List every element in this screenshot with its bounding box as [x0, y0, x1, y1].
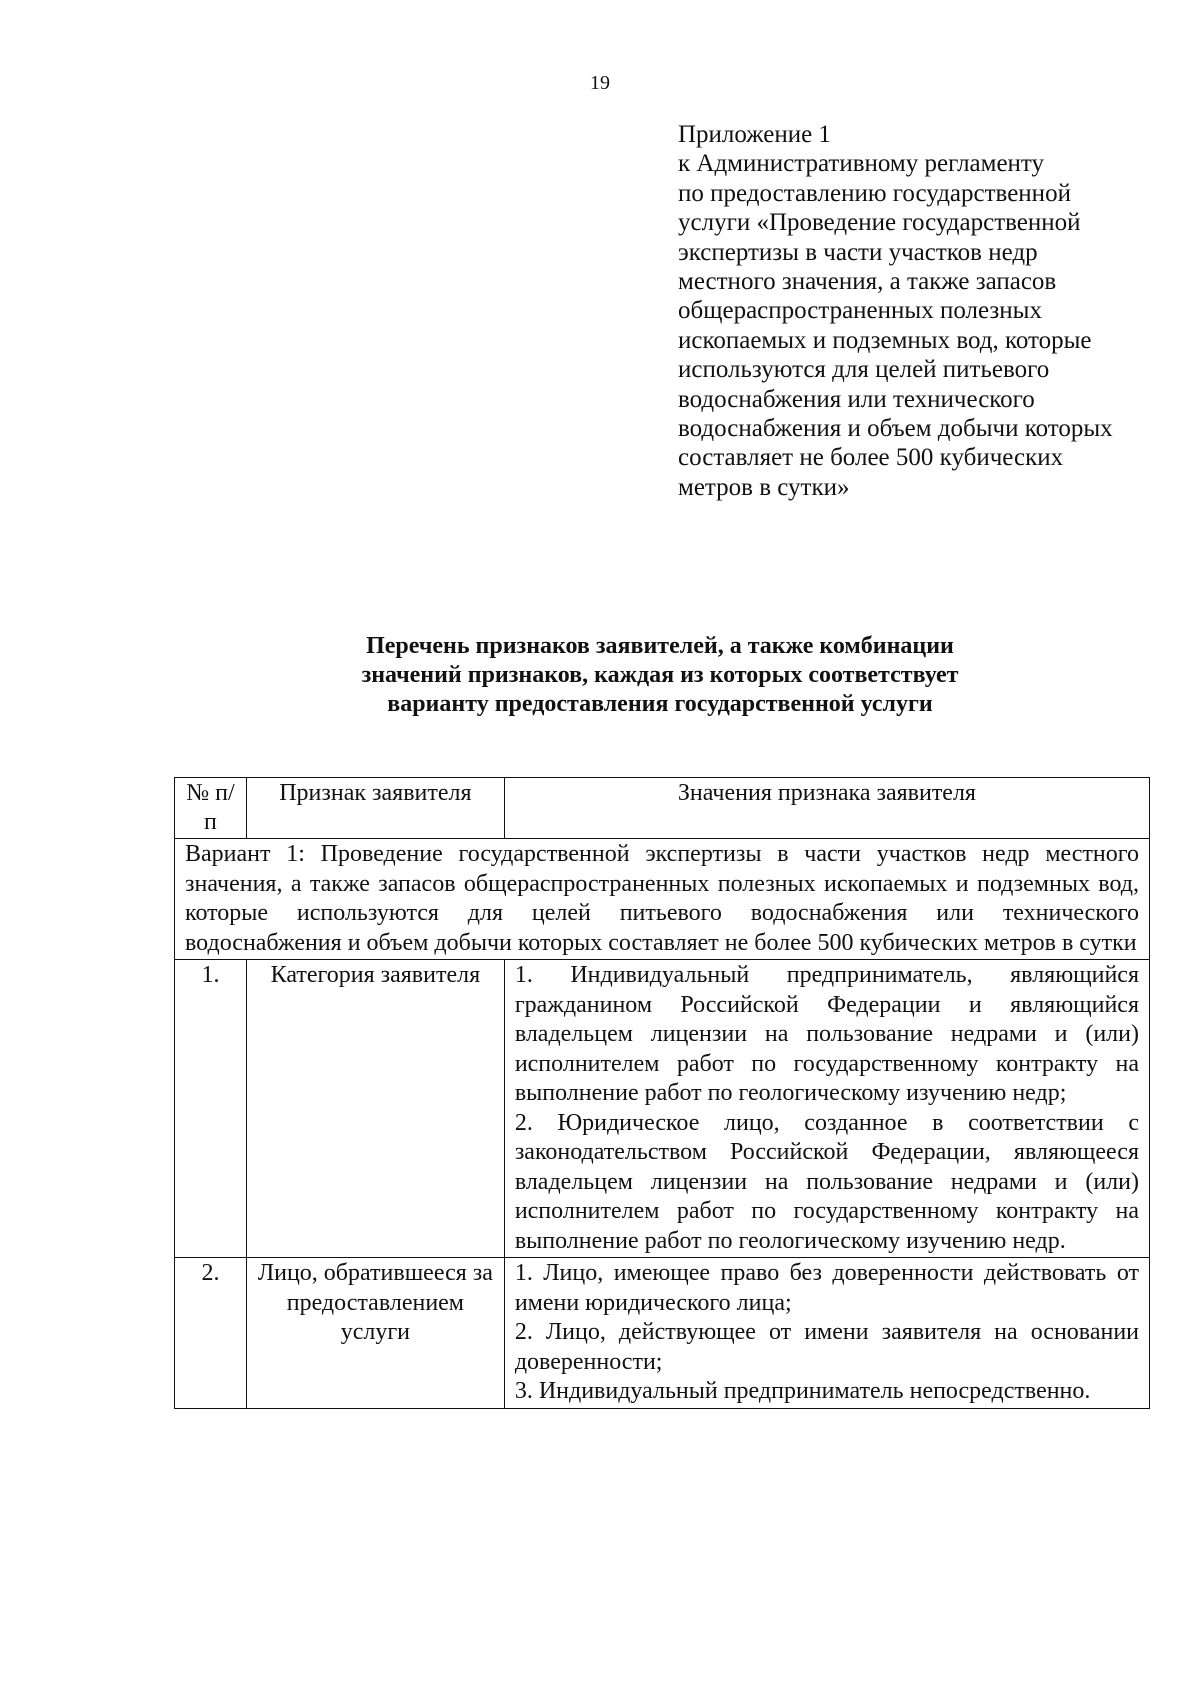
appendix-line: к Административному регламенту	[678, 150, 1045, 178]
title-line: значений признаков, каждая из которых соответствует	[361, 662, 959, 688]
row-values	[504, 1258, 1149, 1409]
table-row	[175, 1258, 1150, 1409]
table-header-row	[175, 778, 1150, 839]
appendix-line: Приложение 1	[678, 121, 831, 148]
appendix-line: местного значения, а также запасов	[678, 268, 1057, 296]
appendix-line: метров в сутки»	[678, 473, 850, 501]
row-num: 2.	[175, 1258, 247, 1409]
appendix-line: экспертизы в части участков недр	[678, 238, 1038, 266]
value-item: 3. Индивидуальный предприниматель непосредственно.	[514, 1378, 1091, 1404]
appendix-line: водоснабжения или технического	[678, 385, 1035, 413]
appendix-line: по предоставлению государственной	[678, 179, 1071, 207]
title-line: варианту предоставления государственной услуги	[387, 691, 933, 717]
appendix-line: составляет не более 500 кубических	[678, 444, 1064, 472]
header-attribute: Признак заявителя	[246, 778, 504, 839]
page-number: 19	[590, 72, 610, 94]
appendix-line: используются для целей питьевого	[678, 356, 1050, 384]
variant-text: Вариант 1: Проведение государственной экспертизы в части участков недр местного значения, а также запасов общераспространенных полезных ископаемых и подземных вод, которые используются для целей питьевого водоснабжения или технического водоснабжения и объем добычи которых составляет не более 500 кубических метров в сутки	[175, 839, 1150, 960]
appendix-line: водоснабжения и объем добычи которых	[678, 415, 1113, 443]
header-num: № п/п	[175, 778, 247, 839]
appendix-line: общераспространенных полезных	[678, 297, 1042, 325]
appendix-line: услуги «Проведение государственной	[678, 209, 1081, 237]
row-values	[504, 960, 1149, 1258]
table-row	[175, 960, 1150, 1258]
appendix-line: ископаемых и подземных вод, которые	[678, 326, 1092, 354]
value-item: 1. Лицо, имеющее право без доверенности действовать от имени юридического лица;	[514, 1260, 1139, 1316]
row-attribute: Лицо, обратившееся за предоставлением услуги	[246, 1258, 504, 1409]
row-attribute: Категория заявителя	[246, 960, 504, 1258]
value-item: 1. Индивидуальный предприниматель, являющийся гражданином Российской Федерации и являющийся владельцем лицензии на пользование недрами и (или) исполнителем работ по государственному контракту на выполнение работ по геологическому изучению недр;	[514, 962, 1139, 1106]
applicant-attributes-table	[174, 777, 1150, 1409]
header-values: Значения признака заявителя	[504, 778, 1149, 839]
variant-row	[175, 839, 1150, 960]
value-item: 2. Юридическое лицо, созданное в соответствии с законодательством Российской Федерации, являющееся владельцем лицензии на пользование недрами и (или) исполнителем работ по государственному контракту на выполнение работ по геологическому изучению недр.	[514, 1109, 1139, 1254]
row-num: 1.	[175, 960, 247, 1258]
appendix-note	[678, 120, 1178, 502]
title-line: Перечень признаков заявителей, а также комбинации	[366, 633, 954, 659]
document-title	[170, 632, 1150, 719]
value-item: 2. Лицо, действующее от имени заявителя на основании доверенности;	[514, 1319, 1139, 1375]
